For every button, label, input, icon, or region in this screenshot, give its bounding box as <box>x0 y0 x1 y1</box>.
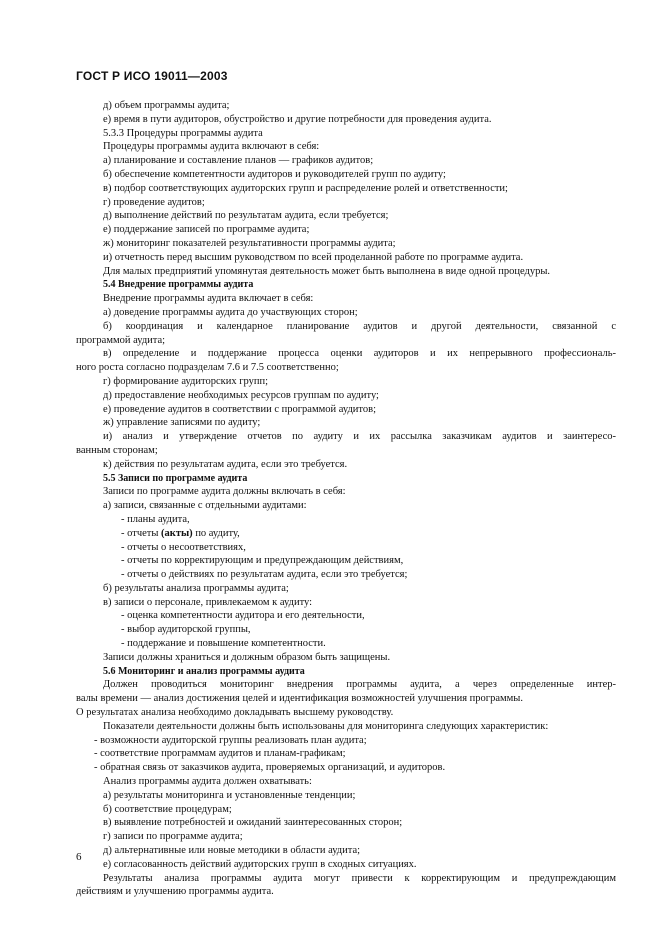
page-number: 6 <box>76 851 82 863</box>
list-item: - оценка компетентности аудитора и его деятельности, <box>121 610 365 622</box>
text-line: г) записи по программе аудита; <box>103 831 243 843</box>
text-line: б) обеспечение компетентности аудиторов и руководителей групп по аудиту; <box>103 168 446 180</box>
text-line: в) определение и поддержание процесса оценки аудиторов и их непрерывного профессиональ- <box>103 348 616 360</box>
list-item: - отчеты о действиях по результатам аудита, если это требуется; <box>121 569 408 581</box>
list-item: - планы аудита, <box>121 513 190 525</box>
text-line: в) записи о персонале, привлекаемом к аудиту: <box>103 596 313 608</box>
list-item-text: - отчеты <box>121 527 162 539</box>
document-body <box>76 99 616 899</box>
list-item: - поддержание и повышение компетентности. <box>121 638 326 650</box>
text-line: ного роста согласно подразделам 7.6 и 7.5 соответственно; <box>76 362 339 374</box>
text-line: д) альтернативные или новые методики в области аудита; <box>103 845 361 857</box>
list-item-bold: (акты) <box>161 527 193 539</box>
text-line: Показатели деятельности должны быть использованы для мониторинга следующих характеристик: <box>103 720 549 732</box>
list-item: - обратная связь от заказчиков аудита, проверяемых организаций, и аудиторов. <box>94 762 446 774</box>
text-line: е) время в пути аудиторов, обустройство и другие потребности для проведения аудита. <box>103 113 492 125</box>
list-item: - отчеты по корректирующим и предупреждающим действиям, <box>121 555 404 567</box>
text-line: а) планирование и составление планов — графиков аудитов; <box>103 155 374 167</box>
text-line: ванным сторонам; <box>76 444 158 456</box>
text-line: ж) мониторинг показателей результативности программы аудита; <box>103 237 396 249</box>
text-line: ж) управление записями по аудиту; <box>103 417 261 429</box>
text-line: Процедуры программы аудита включают в себя: <box>103 141 320 153</box>
text-line: действиям и улучшению программы аудита. <box>76 886 274 898</box>
text-line: Анализ программы аудита должен охватывать: <box>103 776 312 788</box>
list-item: - выбор аудиторской группы, <box>121 624 251 636</box>
document-header: ГОСТ Р ИСО 19011—2003 <box>76 69 228 83</box>
text-line: е) согласованность действий аудиторских групп в сходных ситуациях. <box>103 858 417 870</box>
text-line: в) выявление потребностей и ожиданий заинтересованных сторон; <box>103 817 403 829</box>
text-line: в) подбор соответствующих аудиторских групп и распределение ролей и ответственности; <box>103 182 508 194</box>
text-line: е) поддержание записей по программе аудита; <box>103 224 310 236</box>
text-line: и) отчетность перед высшим руководством по всей проделанной работе по программе аудита. <box>103 251 524 263</box>
list-item: - соответствие программам аудитов и планам-графикам; <box>94 748 346 760</box>
text-line: б) координация и календарное планирование аудитов и другой деятельности, связанной с <box>103 320 616 332</box>
text-line: Записи по программе аудита должны включать в себя: <box>103 486 346 498</box>
text-line: а) записи, связанные с отдельными аудитами: <box>103 500 307 512</box>
list-item: - отчеты о несоответствиях, <box>121 541 246 553</box>
text-line: б) соответствие процедурам; <box>103 803 232 815</box>
subsection-heading: 5.3.3 Процедуры программы аудита <box>103 127 263 139</box>
section-heading: 5.4 Внедрение программы аудита <box>103 279 254 291</box>
text-line: Результаты анализа программы аудита могут привести к корректирующим и предупреждающим <box>103 872 616 884</box>
text-line: д) предоставление необходимых ресурсов группам по аудиту; <box>103 389 379 401</box>
text-line: к) действия по результатам аудита, если это требуется. <box>103 458 348 470</box>
text-line: г) проведение аудитов; <box>103 196 205 208</box>
text-line: д) объем программы аудита; <box>103 100 230 111</box>
text-line: валы времени — анализ достижения целей и идентификация возможностей улучшения программы. <box>76 693 523 705</box>
section-heading: 5.6 Мониторинг и анализ программы аудита <box>103 665 305 677</box>
text-line: а) результаты мониторинга и установленные тенденции; <box>103 789 356 801</box>
text-line: г) формирование аудиторских групп; <box>103 375 269 387</box>
text-line: б) результаты анализа программы аудита; <box>103 582 289 594</box>
text-line: Для малых предприятий упомянутая деятельность может быть выполнена в виде одной процедуры. <box>103 265 551 277</box>
text-line: и) анализ и утверждение отчетов по аудиту и их рассылка заказчикам аудитов и заинтересо- <box>103 431 616 443</box>
text-line: программой аудита; <box>76 334 166 346</box>
text-line: а) доведение программы аудита до участвующих сторон; <box>103 306 358 318</box>
list-item <box>76 527 616 541</box>
text-line: Внедрение программы аудита включает в себя: <box>103 293 314 305</box>
text-line: Должен проводиться мониторинг внедрения программы аудита, а через определенные интер- <box>103 679 616 691</box>
section-heading: 5.5 Записи по программе аудита <box>103 472 248 484</box>
list-item-text: по аудиту, <box>192 527 240 539</box>
text-line: д) выполнение действий по результатам аудита, если требуется; <box>103 210 389 222</box>
list-item: - возможности аудиторской группы реализовать план аудита; <box>94 734 367 746</box>
text-line: О результатах анализа необходимо докладывать высшему руководству. <box>76 707 394 719</box>
text-line: Записи должны храниться и должным образом быть защищены. <box>103 651 391 663</box>
text-line: е) проведение аудитов в соответствии с программой аудитов; <box>103 403 376 415</box>
